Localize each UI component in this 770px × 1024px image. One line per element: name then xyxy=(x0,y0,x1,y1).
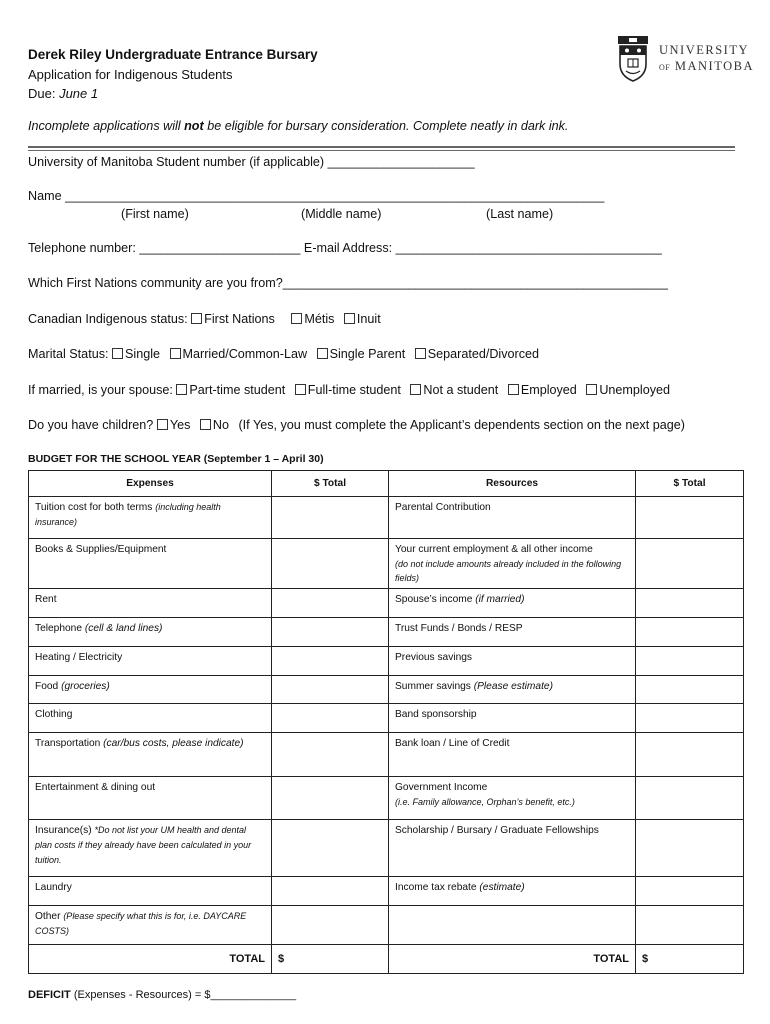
checkbox-children-no[interactable]: No xyxy=(200,418,229,432)
expenses-header: Expenses xyxy=(29,471,272,497)
expenses-total-value[interactable]: $ xyxy=(272,945,389,974)
expense-label: Transportation (car/bus costs, please indicate) xyxy=(29,733,272,777)
expense-label: Laundry xyxy=(29,877,272,906)
checkbox-full-time[interactable]: Full-time student xyxy=(295,383,401,397)
telephone-field[interactable]: Telephone number: _______________________ xyxy=(28,241,301,255)
resources-header: Resources xyxy=(389,471,636,497)
resource-amount-cell[interactable] xyxy=(636,906,744,945)
expense-label: Heating / Electricity xyxy=(29,647,272,676)
checkbox-married[interactable]: Married/Common-Law xyxy=(170,347,308,361)
table-row xyxy=(29,497,744,539)
checkbox-inuit[interactable]: Inuit xyxy=(344,312,381,326)
table-row xyxy=(29,777,744,820)
resource-label: Scholarship / Bursary / Graduate Fellowships xyxy=(389,820,636,877)
expense-amount-cell[interactable] xyxy=(272,539,389,589)
divider xyxy=(28,146,735,148)
budget-table xyxy=(28,470,744,974)
table-row xyxy=(29,906,744,945)
university-crest-icon xyxy=(617,36,649,82)
resources-total-label: TOTAL xyxy=(389,945,636,974)
total-row xyxy=(29,945,744,974)
table-row xyxy=(29,676,744,704)
indigenous-status-row: Canadian Indigenous status: First Nations Métis Inuit xyxy=(28,312,381,326)
children-note: (If Yes, you must complete the Applicant’s dependents section on the next page) xyxy=(238,418,685,432)
resource-amount-cell[interactable] xyxy=(636,777,744,820)
marital-status-row: Marital Status: Single Married/Common-Law Single Parent Separated/Divorced xyxy=(28,347,540,361)
resource-label: Parental Contribution xyxy=(389,497,636,539)
resource-label xyxy=(389,906,636,945)
expense-label: Entertainment & dining out xyxy=(29,777,272,820)
expenses-total-header: $ Total xyxy=(272,471,389,497)
table-row xyxy=(29,820,744,877)
checkbox-first-nations[interactable]: First Nations xyxy=(191,312,275,326)
first-name-label: (First name) xyxy=(121,207,189,221)
resource-amount-cell[interactable] xyxy=(636,676,744,704)
student-number-field[interactable]: University of Manitoba Student number (if applicable) _____________________ xyxy=(28,155,475,169)
expense-label: Clothing xyxy=(29,704,272,733)
table-row xyxy=(29,704,744,733)
resource-amount-cell[interactable] xyxy=(636,647,744,676)
expense-amount-cell[interactable] xyxy=(272,733,389,777)
resource-label: Income tax rebate (estimate) xyxy=(389,877,636,906)
resource-amount-cell[interactable] xyxy=(636,618,744,647)
expense-label: Food (groceries) xyxy=(29,676,272,704)
community-field[interactable]: Which First Nations community are you from?_______________________________________________________ xyxy=(28,276,668,290)
checkbox-employed[interactable]: Employed xyxy=(508,383,577,397)
resource-amount-cell[interactable] xyxy=(636,877,744,906)
deficit-line[interactable]: DEFICIT (Expenses - Resources) = $______________ xyxy=(28,989,297,1001)
resource-amount-cell[interactable] xyxy=(636,820,744,877)
checkbox-single-parent[interactable]: Single Parent xyxy=(317,347,406,361)
expense-amount-cell[interactable] xyxy=(272,618,389,647)
form-subtitle: Application for Indigenous Students xyxy=(28,66,233,82)
table-row xyxy=(29,589,744,618)
checkbox-part-time[interactable]: Part-time student xyxy=(176,383,285,397)
checkbox-unemployed[interactable]: Unemployed xyxy=(586,383,670,397)
expense-label: Rent xyxy=(29,589,272,618)
resource-label: Previous savings xyxy=(389,647,636,676)
expense-amount-cell[interactable] xyxy=(272,647,389,676)
resource-amount-cell[interactable] xyxy=(636,589,744,618)
expense-amount-cell[interactable] xyxy=(272,877,389,906)
expense-label: Insurance(s) *Do not list your UM health and dental plan costs if they already have been calculated in your tuition. xyxy=(29,820,272,877)
expense-label: Telephone (cell & land lines) xyxy=(29,618,272,647)
expense-amount-cell[interactable] xyxy=(272,906,389,945)
resource-label: Bank loan / Line of Credit xyxy=(389,733,636,777)
table-row xyxy=(29,733,744,777)
expense-amount-cell[interactable] xyxy=(272,676,389,704)
resource-amount-cell[interactable] xyxy=(636,497,744,539)
expense-amount-cell[interactable] xyxy=(272,704,389,733)
contact-line xyxy=(28,241,662,255)
last-name-label: (Last name) xyxy=(486,207,554,221)
expense-amount-cell[interactable] xyxy=(272,497,389,539)
table-row xyxy=(29,877,744,906)
checkbox-children-yes[interactable]: Yes xyxy=(157,418,191,432)
university-logo xyxy=(617,36,754,84)
resources-total-value[interactable]: $ xyxy=(636,945,744,974)
expense-amount-cell[interactable] xyxy=(272,777,389,820)
resource-amount-cell[interactable] xyxy=(636,539,744,589)
form-title: Derek Riley Undergraduate Entrance Bursary xyxy=(28,47,318,62)
resource-label: Government Income (i.e. Family allowance, Orphan’s benefit, etc.) xyxy=(389,777,636,820)
expense-label: Other (Please specify what this is for, i.e. DAYCARE COSTS) xyxy=(29,906,272,945)
resource-label: Summer savings (Please estimate) xyxy=(389,676,636,704)
resource-amount-cell[interactable] xyxy=(636,704,744,733)
resource-label: Your current employment & all other income (do not include amounts already included in the following fields) xyxy=(389,539,636,589)
incomplete-notice: Incomplete applications will not be eligible for bursary consideration. Complete neatly in dark ink. xyxy=(28,119,569,133)
resource-label: Band sponsorship xyxy=(389,704,636,733)
university-name: UNIVERSITY OF MANITOBA xyxy=(659,43,754,73)
expenses-total-label: TOTAL xyxy=(29,945,272,974)
table-row xyxy=(29,647,744,676)
resources-total-header: $ Total xyxy=(636,471,744,497)
table-row xyxy=(29,618,744,647)
expense-amount-cell[interactable] xyxy=(272,820,389,877)
middle-name-label: (Middle name) xyxy=(301,207,382,221)
checkbox-metis[interactable]: Métis xyxy=(291,312,334,326)
expense-amount-cell[interactable] xyxy=(272,589,389,618)
email-field[interactable]: E-mail Address: ______________________________________ xyxy=(303,241,662,255)
name-field[interactable]: Name _____________________________________________________________________________ xyxy=(28,189,605,203)
checkbox-separated[interactable]: Separated/Divorced xyxy=(415,347,539,361)
budget-title: BUDGET FOR THE SCHOOL YEAR (September 1 – April 30) xyxy=(28,453,324,465)
resource-label: Trust Funds / Bonds / RESP xyxy=(389,618,636,647)
resource-amount-cell[interactable] xyxy=(636,733,744,777)
table-row xyxy=(29,539,744,589)
divider xyxy=(28,150,735,151)
children-row: Do you have children? Yes No (If Yes, you must complete the Applicant’s dependents section on the next page) xyxy=(28,418,685,432)
checkbox-not-student[interactable]: Not a student xyxy=(410,383,498,397)
expense-label: Books & Supplies/Equipment xyxy=(29,539,272,589)
resource-label: Spouse’s income (if married) xyxy=(389,589,636,618)
budget-header-row xyxy=(29,471,744,497)
checkbox-single[interactable]: Single xyxy=(112,347,160,361)
due-date: Due: June 1 xyxy=(28,86,99,101)
spouse-status-row: If married, is your spouse: Part-time student Full-time student Not a student Employed Unemployed xyxy=(28,383,671,397)
form-header xyxy=(28,45,588,104)
expense-label: Tuition cost for both terms (including health insurance) xyxy=(29,497,272,539)
